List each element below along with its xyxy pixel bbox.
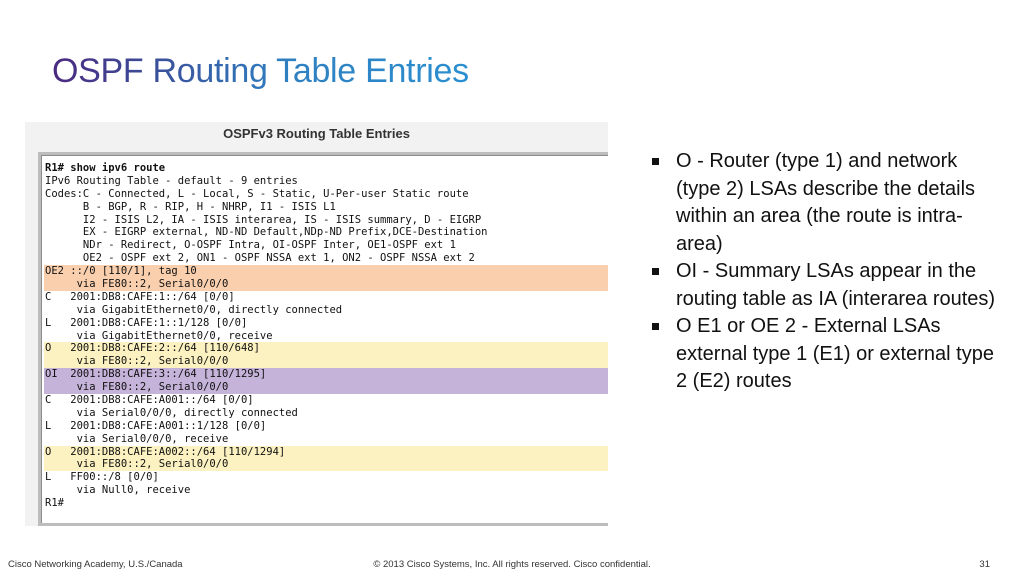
terminal-line: L 2001:DB8:CAFE:A001::1/128 [0/0] (45, 419, 267, 432)
terminal-line: via FE80::2, Serial0/0/0 (44, 381, 608, 394)
square-bullet-icon (652, 268, 659, 275)
terminal-line: OE2 - OSPF ext 2, ON1 - OSPF NSSA ext 1, ON2 - OSPF NSSA ext 2 (45, 252, 475, 265)
bullet-text: O - Router (type 1) and network (type 2) LSAs describe the details within an area (the route is intra-area) (676, 150, 976, 255)
terminal-line: via Null0, receive (45, 484, 191, 497)
terminal-line: EX - EIGRP external, ND-ND Default,NDp-ND Prefix,DCE-Destination (45, 226, 488, 239)
page-number: 31 (979, 559, 990, 570)
bullet-item-external (652, 313, 1002, 396)
terminal-line: L 2001:DB8:CAFE:1::1/128 [0/0] (45, 316, 248, 329)
terminal-line: IPv6 Routing Table - default - 9 entries (45, 174, 298, 187)
terminal-line: O 2001:DB8:CAFE:2::/64 [110/648] (44, 342, 608, 355)
terminal-line: OI 2001:DB8:CAFE:3::/64 [110/1295] (44, 368, 608, 381)
terminal-line: via FE80::2, Serial0/0/0 (44, 355, 608, 368)
bullet-list (652, 148, 1002, 396)
terminal-line: O 2001:DB8:CAFE:A002::/64 [110/1294] (44, 446, 608, 459)
square-bullet-icon (652, 323, 659, 330)
terminal-line: Codes:C - Connected, L - Local, S - Static, U-Per-user Static route (45, 187, 469, 200)
bullet-text: OI - Summary LSAs appear in the routing table as IA (interarea routes) (676, 260, 996, 310)
terminal-line: NDr - Redirect, O-OSPF Intra, OI-OSPF Inter, OE1-OSPF ext 1 (45, 239, 456, 252)
figure-title: OSPFv3 Routing Table Entries (223, 126, 410, 141)
terminal-line: I2 - ISIS L2, IA - ISIS interarea, IS - ISIS summary, D - EIGRP (45, 213, 482, 226)
bullet-item-intra-area (652, 148, 1002, 258)
terminal-line: via FE80::2, Serial0/0/0 (44, 458, 608, 471)
terminal-line: L FF00::/8 [0/0] (45, 471, 159, 484)
terminal-line: via Serial0/0/0, receive (45, 432, 229, 445)
terminal-line: via FE80::2, Serial0/0/0 (44, 278, 608, 291)
bullet-text: O E1 or OE 2 - External LSAs external type 1 (E1) or external type 2 (E2) routes (676, 315, 994, 392)
terminal-output (38, 152, 608, 526)
terminal-line: via Serial0/0/0, directly connected (45, 406, 298, 419)
footer-left: Cisco Networking Academy, U.S./Canada (8, 559, 183, 570)
square-bullet-icon (652, 158, 659, 165)
footer-copyright: © 2013 Cisco Systems, Inc. All rights reserved. Cisco confidential. (373, 559, 651, 570)
terminal-line: via GigabitEthernet0/0, receive (45, 329, 273, 342)
slide-title: OSPF Routing Table Entries (52, 52, 469, 90)
terminal-line: C 2001:DB8:CAFE:A001::/64 [0/0] (45, 394, 254, 407)
terminal-line: OE2 ::/0 [110/1], tag 10 (44, 265, 608, 278)
terminal-line: R1# (45, 497, 64, 510)
bullet-item-interarea (652, 258, 1002, 313)
terminal-line: R1# show ipv6 route (45, 162, 166, 174)
routing-table-figure (25, 122, 608, 526)
terminal-line: B - BGP, R - RIP, H - NHRP, I1 - ISIS L1 (45, 200, 336, 213)
terminal-line: via GigabitEthernet0/0, directly connected (45, 303, 343, 316)
terminal-line: C 2001:DB8:CAFE:1::/64 [0/0] (45, 290, 235, 303)
